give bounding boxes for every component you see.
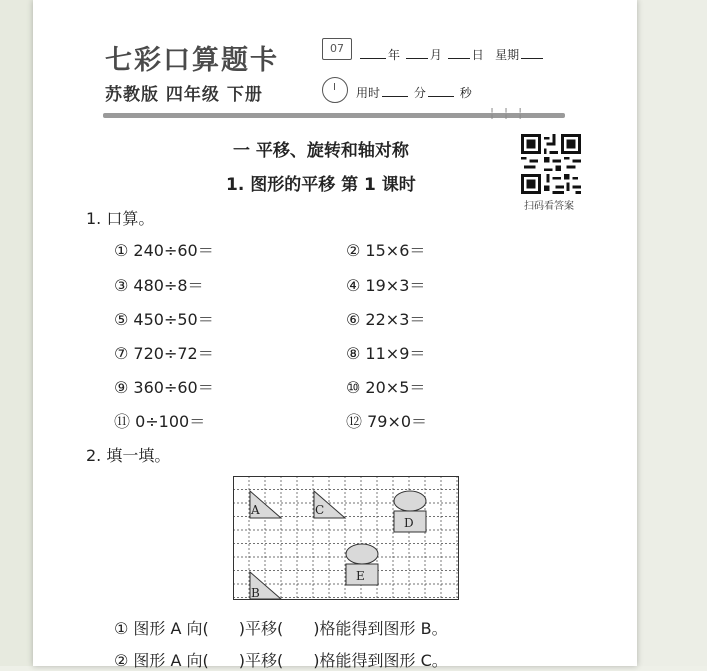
edition-label: 苏教版 四年级 下册 [105,85,263,105]
calc-item: ⑫ 79×0＝ [346,412,428,431]
clock-icon [322,77,348,103]
calc-item: ③ 480÷8＝ [114,276,204,295]
worksheet-page [33,0,637,670]
qr-code-icon[interactable] [521,134,581,194]
label-c: C [315,503,325,517]
ellipse-d [394,491,426,511]
unit-title: 一 平移、旋转和轴对称 [233,141,409,161]
qr-caption: 扫码看答案 [524,201,574,212]
section-title: 1. 图形的平移 第 1 课时 [226,175,416,195]
calc-item: ② 15×6＝ [346,241,426,260]
translation-grid-figure [233,476,459,600]
brand-title: 七彩口算题卡 [105,45,279,76]
calc-item: ① 240÷60＝ [114,241,214,260]
divider-ticks: ¦¦¦ [490,106,533,120]
calc-item: ⑧ 11×9＝ [346,344,426,363]
calendar-icon: 07 [322,38,352,60]
label-b: B [251,586,260,600]
statement-1: ① 图形 A 向( )平移( )格能得到图形 B。 [114,619,448,638]
time-fill-line: 用时 分 秒 [356,86,472,100]
label-e: E [356,569,365,583]
calc-item: ④ 19×3＝ [346,276,426,295]
statement-2: ② 图形 A 向( )平移( )格能得到图形 C。 [114,651,448,670]
question-1-heading: 1. 口算。 [86,209,155,228]
ellipse-e [346,544,378,564]
date-fill-line: 年 月 日 星期 [358,46,545,63]
label-a: A [251,503,260,517]
right-background [637,0,707,666]
question-2-heading: 2. 填一填。 [86,446,171,465]
calc-item: ⑤ 450÷50＝ [114,310,214,329]
left-background [0,0,33,666]
calc-item: ⑩ 20×5＝ [346,378,426,397]
calc-item: ⑪ 0÷100＝ [114,412,206,431]
label-d: D [404,516,414,530]
calc-item: ⑥ 22×3＝ [346,310,426,329]
calc-item: ⑦ 720÷72＝ [114,344,214,363]
calc-item: ⑨ 360÷60＝ [114,378,214,397]
